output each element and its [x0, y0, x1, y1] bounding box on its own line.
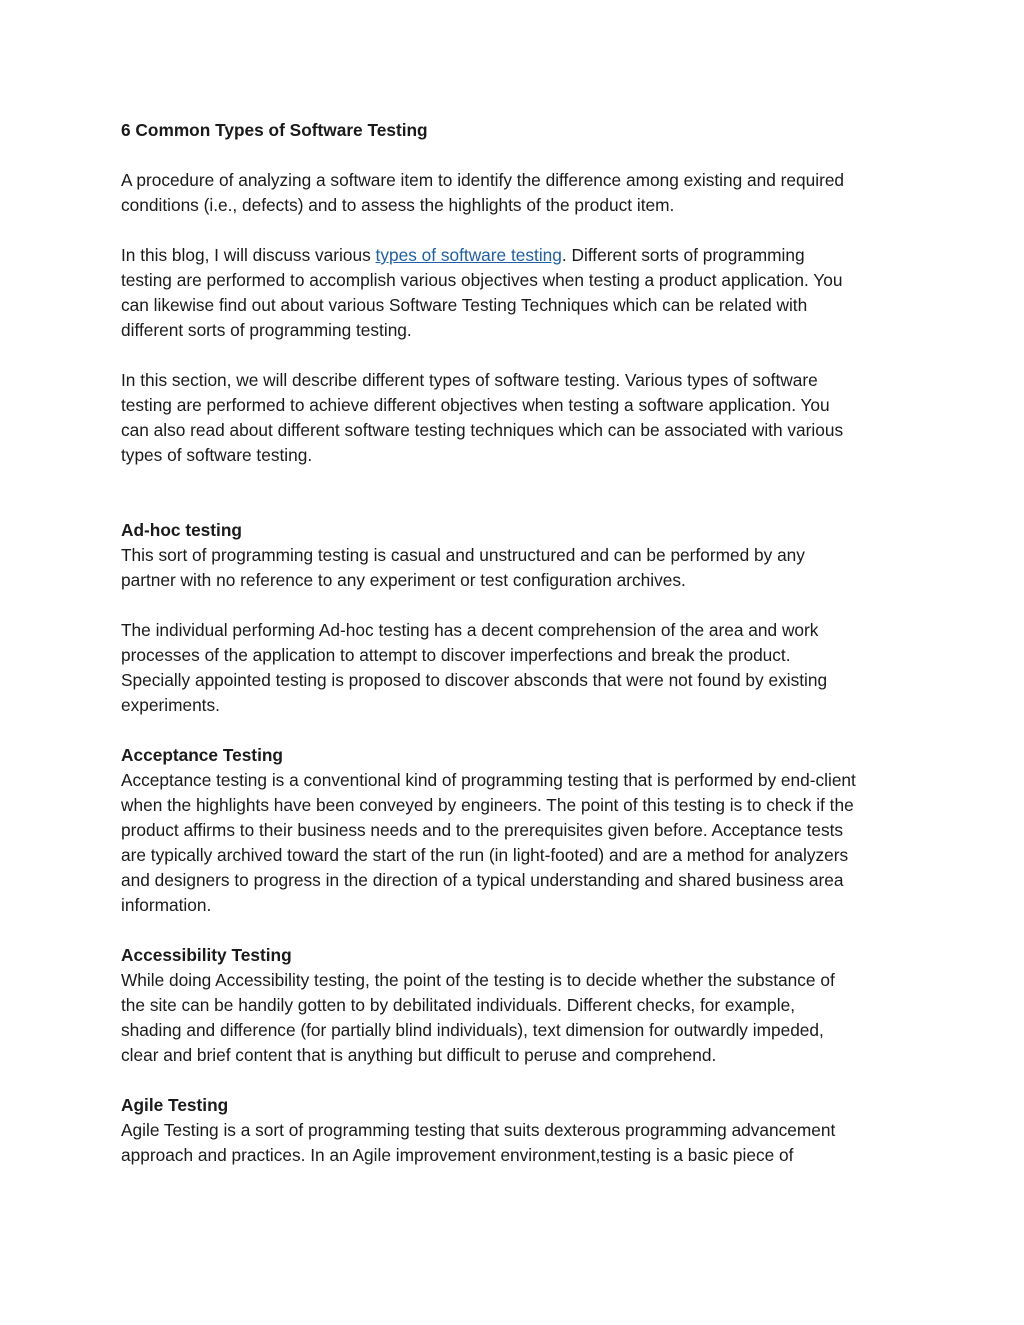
section-heading: Accessibility Testing	[121, 945, 292, 965]
paragraph-line: Agile Testing is a sort of programming testing that suits dexterous programming advancement	[121, 1120, 836, 1140]
spacer	[121, 143, 911, 168]
paragraph-line: testing are performed to accomplish various objectives when testing a product application. You	[121, 270, 843, 290]
document-page	[121, 118, 911, 1168]
paragraph-line: when the highlights have been conveyed by engineers. The point of this testing is to check if the	[121, 795, 854, 815]
section-heading: Acceptance Testing	[121, 745, 283, 765]
paragraph-line: types of software testing.	[121, 445, 313, 465]
spacer	[121, 918, 911, 943]
paragraph-line: product affirms to their business needs and to the prerequisites given before. Acceptance tests	[121, 820, 844, 840]
section-adhoc-testing	[121, 518, 911, 718]
spacer	[121, 468, 911, 518]
blog-lead-text: In this blog, I will discuss various	[121, 245, 376, 265]
paragraph-line: A procedure of analyzing a software item to identify the difference among existing and required	[121, 170, 845, 190]
paragraph-line: shading and difference (for partially blind individuals), text dimension for outwardly impeded,	[121, 1020, 824, 1040]
blog-tail-text: . Different sorts of programming	[561, 245, 805, 265]
types-of-software-testing-link[interactable]: types of software testing	[375, 245, 562, 265]
paragraph-line: partner with no reference to any experiment or test configuration archives.	[121, 570, 686, 590]
paragraph-line: conditions (i.e., defects) and to assess the highlights of the product item.	[121, 195, 675, 215]
paragraph-line: processes of the application to attempt to discover imperfections and break the product.	[121, 645, 791, 665]
blog-paragraph	[121, 243, 911, 343]
paragraph-line: While doing Accessibility testing, the point of the testing is to decide whether the substance of	[121, 970, 835, 990]
document-title: 6 Common Types of Software Testing	[121, 120, 428, 140]
intro-paragraph	[121, 168, 911, 218]
paragraph-line: the site can be handily gotten to by debilitated individuals. Different checks, for example,	[121, 995, 796, 1015]
paragraph-line: The individual performing Ad-hoc testing has a decent comprehension of the area and work	[121, 620, 819, 640]
paragraph-line: approach and practices. In an Agile improvement environment,testing is a basic piece of	[121, 1145, 794, 1165]
spacer	[121, 343, 911, 368]
section-paragraph	[121, 368, 911, 468]
paragraph-line: In this section, we will describe different types of software testing. Various types of software	[121, 370, 818, 390]
paragraph-line: experiments.	[121, 695, 220, 715]
paragraph-line: This sort of programming testing is casual and unstructured and can be performed by any	[121, 545, 805, 565]
spacer	[121, 1068, 911, 1093]
paragraph-line: information.	[121, 895, 212, 915]
paragraph-line: clear and brief content that is anything but difficult to peruse and comprehend.	[121, 1045, 717, 1065]
paragraph-line: Acceptance testing is a conventional kind of programming testing that is performed by end-client	[121, 770, 856, 790]
paragraph-line: and designers to progress in the direction of a typical understanding and shared business area	[121, 870, 844, 890]
paragraph-line: can likewise find out about various Software Testing Techniques which can be related with	[121, 295, 808, 315]
spacer	[121, 218, 911, 243]
paragraph-line: are typically archived toward the start of the run (in light-footed) and are a method for analyzers	[121, 845, 849, 865]
paragraph-line: can also read about different software testing techniques which can be associated with various	[121, 420, 844, 440]
paragraph-line: different sorts of programming testing.	[121, 320, 412, 340]
paragraph-line	[121, 243, 911, 268]
paragraph-line: testing are performed to achieve different objectives when testing a software application. You	[121, 395, 830, 415]
spacer	[121, 593, 911, 618]
section-acceptance-testing	[121, 743, 911, 918]
section-heading: Ad-hoc testing	[121, 520, 242, 540]
section-agile-testing	[121, 1093, 911, 1168]
paragraph-line: Specially appointed testing is proposed to discover absconds that were not found by existing	[121, 670, 828, 690]
section-heading: Agile Testing	[121, 1095, 229, 1115]
spacer	[121, 718, 911, 743]
section-accessibility-testing	[121, 943, 911, 1068]
